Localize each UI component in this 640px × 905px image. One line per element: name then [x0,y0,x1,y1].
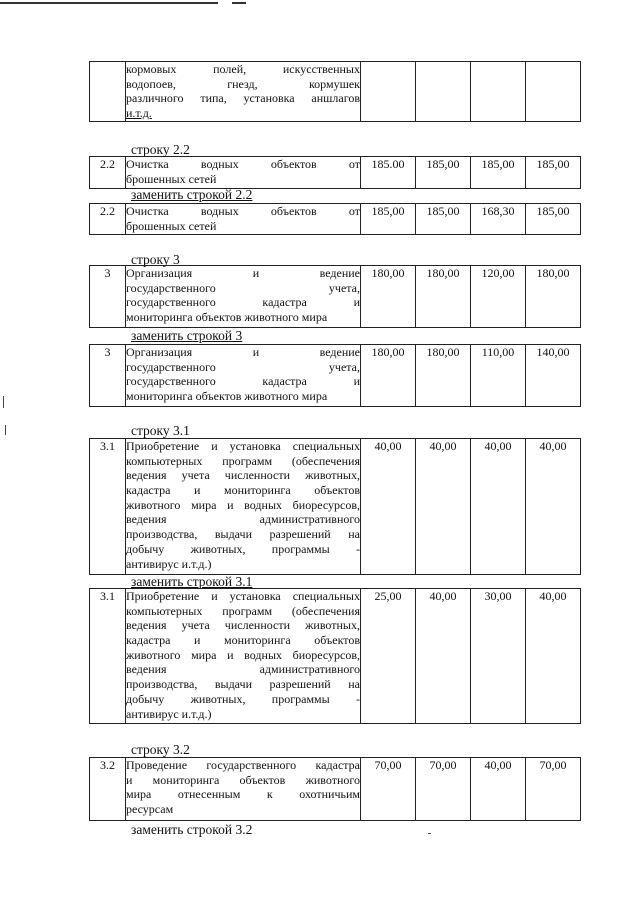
row-description: кормовых полей, искусственных водопоев, гнезд, кормушек различного типа, установка аншлагов и.т.д. [126,62,360,121]
value-cell: 70,00 [526,758,581,821]
section-label-old-3: строку 3 [131,252,180,267]
row-number: 2.2 [90,157,126,189]
row-description: Организация и ведение государственного учета, государственного кадастра и мониторинга объектов животного мира [126,345,361,407]
value-cell: 30,00 [471,589,526,724]
value-cell: 70,00 [416,758,471,821]
section-label-new-2-2: заменить строкой 2.2 [131,187,253,202]
table-row-2-2-new [89,203,581,235]
section-label-old-3-1: строку 3.1 [131,423,190,438]
value-cell: 180,00 [361,266,416,328]
table-row-3-2-old [89,757,581,821]
row-number: 2.2 [90,204,126,235]
value-cell: 185.00 [361,157,416,189]
table-row-3-old [89,265,581,328]
value-cell: 40,00 [526,439,581,575]
value-cell: 40,00 [361,439,416,575]
row-description: Очистка водных объектов от брошенных сетей [126,157,361,189]
value-cell: 185,00 [471,157,526,189]
value-cell: 110,00 [471,345,526,407]
section-label-old-2-2: строку 2.2 [131,142,190,157]
section-label-new-3-1: заменить строкой 3.1 [131,574,253,589]
row-description: Приобретение и установка специальных компьютерных программ (обеспечения ведения учета численности животных, кадастра и мониторинга объектов животного мира и водных биоресурсов, ведения административного производства, выдачи разрешений на добычу животных, программы - антивирус и.т.д.) [126,589,361,724]
value-cell: 185,00 [361,204,416,235]
table-feed-continuation [89,61,581,122]
row-description: Проведение государственного кадастра и мониторинга объектов животного мира отнесенным к охотничьим ресурсам [126,758,361,821]
value-cell: 168,30 [471,204,526,235]
value-cell: 40,00 [526,589,581,724]
section-label-old-3-2: строку 3.2 [131,742,190,757]
row-number: 3 [90,266,126,328]
value-cell: 40,00 [471,439,526,575]
value-cell: 140,00 [526,345,581,407]
table-row-3-new [89,344,581,407]
section-label-new-3: заменить строкой 3 [131,328,243,343]
value-cell: 40,00 [471,758,526,821]
scan-speck [428,833,431,834]
table-row-3-1-new [89,588,581,724]
row-number: 3.2 [90,758,126,821]
row-number: 3.1 [90,589,126,724]
value-cell: 70,00 [361,758,416,821]
top-rule [0,2,218,4]
value-cell: 185,00 [416,157,471,189]
row-description: Очистка водных объектов от брошенных сетей [126,204,360,233]
scan-mark [3,396,4,408]
section-label-new-3-2: заменить строкой 3.2 [131,822,253,837]
value-cell: 185,00 [416,204,471,235]
top-rule-fragment [232,2,246,4]
row-number: 3.1 [90,439,126,575]
row-description: Организация и ведение государственного учета, государственного кадастра и мониторинга объектов животного мира [126,266,361,328]
value-cell: 185,00 [526,157,581,189]
table-row-2-2-old [89,156,581,189]
row-description: Приобретение и установка специальных компьютерных программ (обеспечения ведения учета численности животных, кадастра и мониторинга объектов животного мира и водных биоресурсов, ведения административного производства, выдачи разрешений на добычу животных, программы - антивирус и.т.д.) [126,439,361,575]
value-cell: 180,00 [416,345,471,407]
value-cell: 180,00 [526,266,581,328]
value-cell: 25,00 [361,589,416,724]
value-cell: 180,00 [416,266,471,328]
value-cell: 120,00 [471,266,526,328]
value-cell: 180,00 [361,345,416,407]
table-row-3-1-old [89,438,581,575]
row-number: 3 [90,345,126,407]
value-cell: 185,00 [526,204,581,235]
value-cell: 40,00 [416,439,471,575]
scan-mark [5,425,6,435]
value-cell: 40,00 [416,589,471,724]
